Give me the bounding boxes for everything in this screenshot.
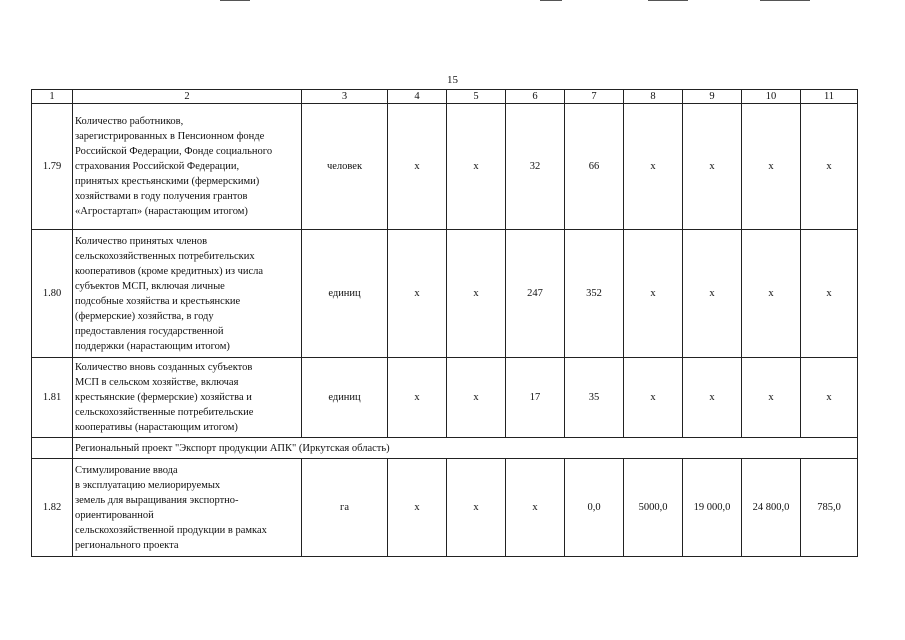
description-line: сельскохозяйственной продукции в рамках bbox=[75, 524, 267, 536]
description-line: земель для выращивания экспортно- bbox=[75, 494, 239, 506]
row-description bbox=[73, 230, 302, 358]
page-number: 15 bbox=[447, 74, 458, 86]
row-description bbox=[73, 104, 302, 230]
value-cell: x bbox=[742, 358, 801, 438]
row-description bbox=[73, 358, 302, 438]
description-line: принятых крестьянскими (фермерскими) bbox=[75, 176, 260, 187]
row-number: 1.81 bbox=[32, 358, 73, 438]
scan-mark-top-2 bbox=[540, 0, 562, 1]
column-header: 6 bbox=[506, 90, 565, 104]
section-number-cell bbox=[32, 438, 73, 459]
description-line: страхования Российской Федерации, bbox=[75, 161, 240, 172]
value-cell: x bbox=[447, 459, 506, 557]
description-line: сельскохозяйственные потребительские bbox=[75, 407, 254, 418]
row-number: 1.82 bbox=[32, 459, 73, 557]
column-header: 1 bbox=[32, 90, 73, 104]
column-header: 3 bbox=[302, 90, 388, 104]
value-cell: 0,0 bbox=[565, 459, 624, 557]
description-line: зарегистрированных в Пенсионном фонде bbox=[75, 131, 265, 142]
value-cell: x bbox=[388, 104, 447, 230]
description-line: (фермерские) хозяйства, в году bbox=[75, 310, 214, 322]
unit-cell: человек bbox=[302, 104, 388, 230]
description-line: Количество принятых членов bbox=[75, 235, 208, 247]
description-line: сельскохозяйственных потребительских bbox=[75, 250, 255, 262]
description-line: субъектов МСП, включая личные bbox=[75, 280, 225, 292]
value-cell: 66 bbox=[565, 104, 624, 230]
description-line: Стимулирование ввода bbox=[75, 464, 178, 476]
value-cell: 785,0 bbox=[801, 459, 858, 557]
value-cell: x bbox=[683, 104, 742, 230]
scan-mark-top-4 bbox=[760, 0, 810, 1]
value-cell: 24 800,0 bbox=[742, 459, 801, 557]
value-cell: x bbox=[801, 230, 858, 358]
row-description bbox=[73, 459, 302, 557]
value-cell: x bbox=[801, 358, 858, 438]
unit-cell: единиц bbox=[302, 230, 388, 358]
description-line: Количество работников, bbox=[75, 116, 184, 127]
column-header: 10 bbox=[742, 90, 801, 104]
description-line: кооперативы (нарастающим итогом) bbox=[75, 422, 238, 433]
column-header: 4 bbox=[388, 90, 447, 104]
section-title: Региональный проект "Экспорт продукции АПК" (Иркутская область) bbox=[73, 438, 858, 459]
value-cell: x bbox=[447, 358, 506, 438]
value-cell: x bbox=[388, 459, 447, 557]
scan-mark-top-1 bbox=[220, 0, 250, 1]
description-line: Количество вновь созданных субъектов bbox=[75, 362, 253, 373]
value-cell: 5000,0 bbox=[624, 459, 683, 557]
value-cell: x bbox=[683, 358, 742, 438]
indicator-table bbox=[31, 89, 858, 557]
description-line: подсобные хозяйства и крестьянские bbox=[75, 295, 241, 307]
description-line: Российской Федерации, Фонде социального bbox=[75, 146, 273, 157]
column-header: 5 bbox=[447, 90, 506, 104]
value-cell: x bbox=[506, 459, 565, 557]
value-cell: x bbox=[388, 358, 447, 438]
column-header: 9 bbox=[683, 90, 742, 104]
column-header: 7 bbox=[565, 90, 624, 104]
scan-mark-top-3 bbox=[648, 0, 688, 1]
table-row bbox=[32, 358, 858, 438]
unit-cell: единиц bbox=[302, 358, 388, 438]
value-cell: x bbox=[388, 230, 447, 358]
description-line: «Агростартап» (нарастающим итогом) bbox=[75, 206, 248, 217]
description-line: регионального проекта bbox=[75, 539, 179, 551]
value-cell: x bbox=[683, 230, 742, 358]
description-line: кооперативов (кроме кредитных) из числа bbox=[75, 265, 264, 277]
section-row bbox=[32, 438, 858, 459]
table-row bbox=[32, 104, 858, 230]
row-number: 1.79 bbox=[32, 104, 73, 230]
value-cell: x bbox=[624, 230, 683, 358]
column-header: 8 bbox=[624, 90, 683, 104]
description-line: ориентированной bbox=[75, 509, 154, 521]
table-row bbox=[32, 459, 858, 557]
description-line: МСП в сельском хозяйстве, включая bbox=[75, 377, 239, 388]
value-cell: x bbox=[624, 358, 683, 438]
column-header: 2 bbox=[73, 90, 302, 104]
column-header-row bbox=[32, 90, 858, 104]
description-line: поддержки (нарастающим итогом) bbox=[75, 340, 230, 352]
description-line: хозяйствами в году получения грантов bbox=[75, 191, 248, 202]
value-cell: 352 bbox=[565, 230, 624, 358]
description-line: в эксплуатацию мелиорируемых bbox=[75, 479, 221, 491]
value-cell: 35 bbox=[565, 358, 624, 438]
column-header: 11 bbox=[801, 90, 858, 104]
value-cell: 247 bbox=[506, 230, 565, 358]
value-cell: 32 bbox=[506, 104, 565, 230]
description-line: предоставления государственной bbox=[75, 325, 224, 337]
table-row bbox=[32, 230, 858, 358]
value-cell: x bbox=[742, 230, 801, 358]
value-cell: x bbox=[624, 104, 683, 230]
value-cell: x bbox=[801, 104, 858, 230]
description-line: крестьянские (фермерские) хозяйства и bbox=[75, 392, 252, 403]
row-number: 1.80 bbox=[32, 230, 73, 358]
value-cell: 17 bbox=[506, 358, 565, 438]
unit-cell: га bbox=[302, 459, 388, 557]
value-cell: x bbox=[742, 104, 801, 230]
value-cell: x bbox=[447, 104, 506, 230]
value-cell: x bbox=[447, 230, 506, 358]
value-cell: 19 000,0 bbox=[683, 459, 742, 557]
